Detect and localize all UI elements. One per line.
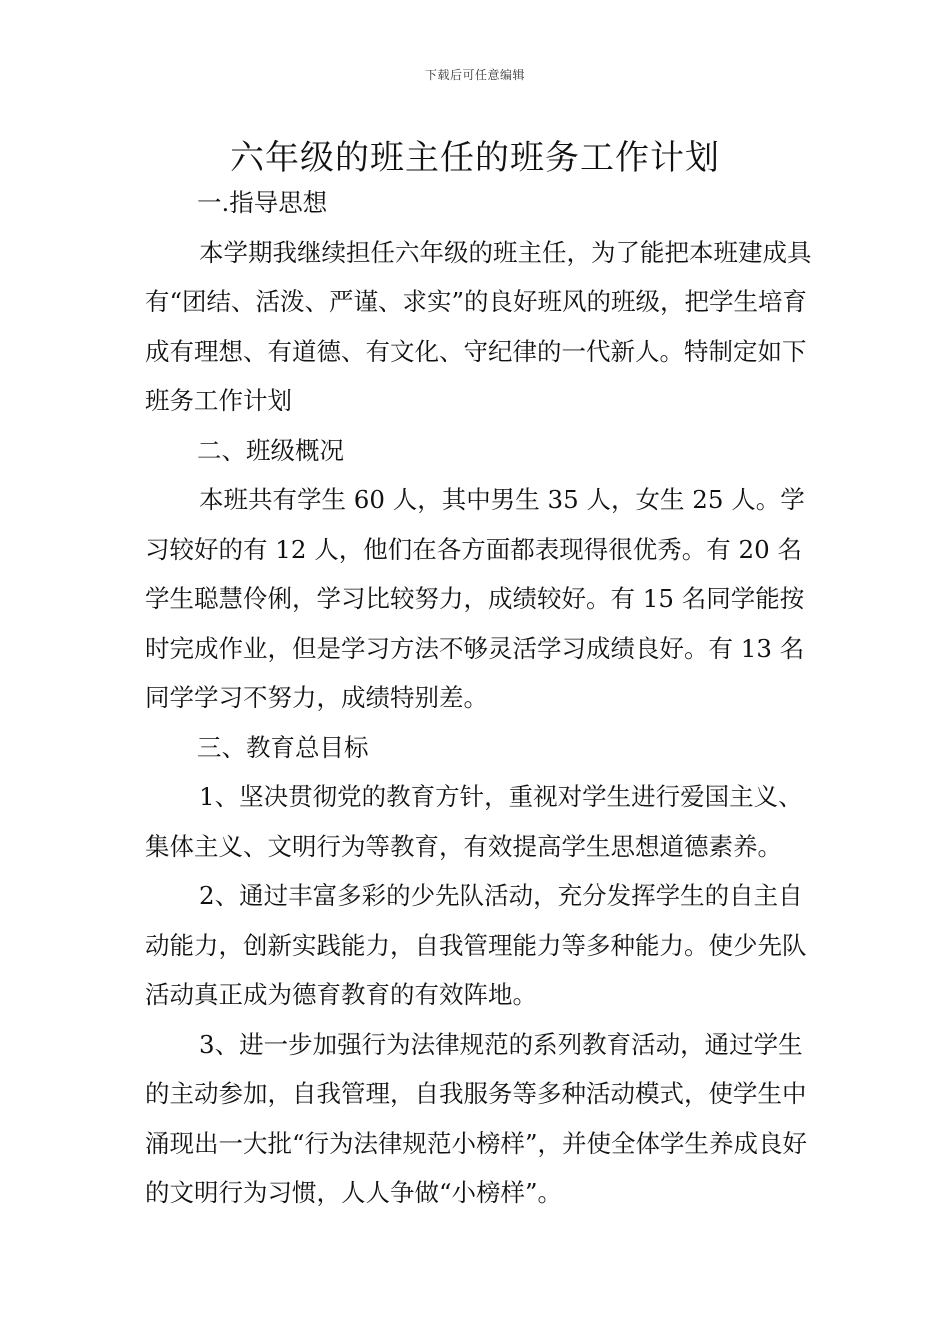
paragraph-guiding-thought: 本学期我继续担任六年级的班主任，为了能把本班建成具有“团结、活泼、严谨、求实”的良好班风的班级，把学生培育成有理想、有道德、有文化、守纪律的一代新人。特制定如下班务工作计划 <box>145 237 812 415</box>
paragraph-goal-1: 1、坚决贯彻党的教育方针，重视对学生进行爱国主义、集体主义、文明行为等教育，有效提高学生思想道德素养。 <box>145 782 803 861</box>
header-note: 下载后可任意编辑 <box>424 68 525 82</box>
paragraph-goal-3: 3、进一步加强行为法律规范的系列教育活动，通过学生的主动参加，自我管理，自我服务等多种活动模式，使学生中涌现出一大批“行为法律规范小榜样”，并使全体学生养成良好的文明行为习惯，人人争做“小榜样”。 <box>145 1029 808 1207</box>
section-heading-education-goals: 三、教育总目标 <box>197 732 369 762</box>
paragraph-class-overview: 本班共有学生 60 人，其中男生 35 人，女生 25 人。学习较好的有 12 人，他们在各方面都表现得很优秀。有 20 名学生聪慧伶俐，学习比较努力，成绩较好。有 15 名同学能按时完成作业，但是学习方法不够灵活学习成绩良好。有 13 名同学学习不努力，成绩特别差。 <box>145 485 805 712</box>
paragraph-goal-2: 2、通过丰富多彩的少先队活动，充分发挥学生的自主自动能力，创新实践能力，自我管理能力等多种能力。使少先队活动真正成为德育教育的有效阵地。 <box>145 881 807 1009</box>
section-heading-guiding-thought: 一.指导思想 <box>197 188 328 217</box>
section-heading-class-overview: 二、班级概况 <box>197 435 344 465</box>
document-title: 六年级的班主任的班务工作计划 <box>230 138 720 178</box>
document-body <box>145 178 815 1218</box>
